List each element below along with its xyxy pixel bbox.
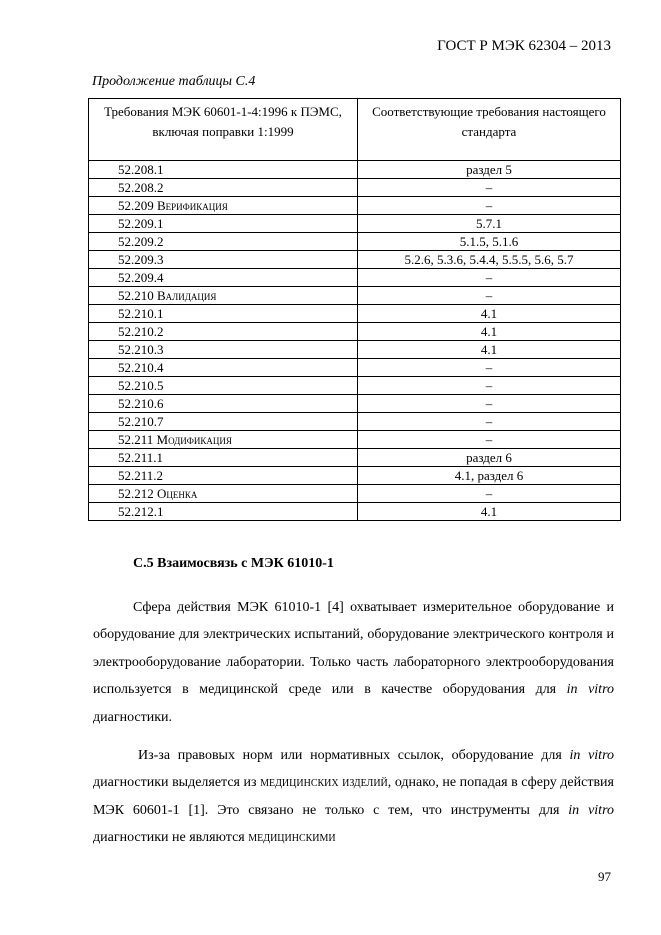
- requirement-cell: 5.2.6, 5.3.6, 5.4.4, 5.5.5, 5.6, 5.7: [358, 251, 621, 269]
- clause-cell: [89, 395, 358, 413]
- table-continuation-caption: Продолжение таблицы С.4: [92, 74, 256, 89]
- table-row: [89, 413, 621, 431]
- paragraph-text: Из-за правовых норм или нормативных ссылок, оборудование для: [138, 748, 570, 763]
- clause-title: Оценка: [157, 486, 198, 501]
- requirement-cell: –: [358, 413, 621, 431]
- page-number: 97: [598, 869, 611, 884]
- clause-number: 52.209.3: [118, 252, 164, 267]
- table-row: [89, 359, 621, 377]
- table-row: [89, 197, 621, 215]
- clause-cell: [89, 467, 358, 485]
- requirement-cell: 4.1, раздел 6: [358, 467, 621, 485]
- defined-term: медицинских изделий: [260, 775, 388, 791]
- table-row: [89, 449, 621, 467]
- table-row: [89, 377, 621, 395]
- requirement-cell: –: [358, 485, 621, 503]
- clause-number: 52.209.4: [118, 270, 164, 285]
- table-row: [89, 233, 621, 251]
- clause-number: 52.212.1: [118, 504, 164, 519]
- clause-title: Верификация: [157, 198, 228, 213]
- clause-number: 52.210.6: [118, 396, 164, 411]
- clause-cell: [89, 251, 358, 269]
- clause-cell: [89, 359, 358, 377]
- requirement-cell: –: [358, 269, 621, 287]
- clause-number: 52.211.1: [118, 450, 164, 465]
- table-row: [89, 485, 621, 503]
- requirement-cell: 4.1: [358, 323, 621, 341]
- clause-number: 52.210.4: [118, 360, 164, 375]
- in-vitro-term: in vitro: [569, 748, 615, 763]
- table-row: [89, 287, 621, 305]
- requirement-cell: –: [358, 377, 621, 395]
- paragraph-text: , однако, не попадая в сферу действия МЭК 60601-1 [1]. Это связано не только с тем, что инструменты для: [93, 775, 614, 818]
- clause-number: 52.210.2: [118, 324, 164, 339]
- column-header-standard-requirements: Соответствующие требования настоящего стандарта: [358, 99, 621, 161]
- table-row: [89, 323, 621, 341]
- table-row: [89, 269, 621, 287]
- requirement-cell: –: [358, 197, 621, 215]
- clause-title: Валидация: [157, 288, 217, 303]
- requirement-cell: 5.1.5, 5.1.6: [358, 233, 621, 251]
- clause-number: 52.210: [118, 288, 154, 303]
- clause-number: 52.209: [118, 198, 154, 213]
- requirements-table: [88, 98, 621, 521]
- requirement-cell: раздел 6: [358, 449, 621, 467]
- clause-cell: [89, 431, 358, 449]
- clause-cell: [89, 269, 358, 287]
- paragraph-text: диагностики.: [93, 709, 173, 725]
- table-row: [89, 215, 621, 233]
- document-header: ГОСТ Р МЭК 62304 – 2013: [437, 38, 611, 54]
- clause-number: 52.211.2: [118, 468, 164, 483]
- paragraph-legal: [93, 742, 614, 852]
- clause-number: 52.208.2: [118, 180, 164, 195]
- table-row: [89, 179, 621, 197]
- clause-number: 52.209.1: [118, 216, 164, 231]
- requirement-cell: раздел 5: [358, 161, 621, 179]
- requirement-cell: 4.1: [358, 341, 621, 359]
- clause-cell: [89, 449, 358, 467]
- clause-number: 52.209.2: [118, 234, 164, 249]
- requirement-cell: –: [358, 287, 621, 305]
- clause-cell: [89, 323, 358, 341]
- clause-cell: [89, 179, 358, 197]
- clause-cell: [89, 341, 358, 359]
- table-header-row: [89, 99, 621, 161]
- clause-number: 52.210.3: [118, 342, 164, 357]
- table-row: [89, 503, 621, 521]
- clause-cell: [89, 305, 358, 323]
- requirement-cell: –: [358, 431, 621, 449]
- paragraph-text: диагностики выделяется из: [93, 775, 261, 791]
- paragraph-text: диагностики не являются: [93, 830, 249, 846]
- requirement-cell: 5.7.1: [358, 215, 621, 233]
- clause-number: 52.210.7: [118, 414, 164, 429]
- clause-cell: [89, 215, 358, 233]
- clause-cell: [89, 233, 358, 251]
- requirement-cell: –: [358, 179, 621, 197]
- clause-cell: [89, 287, 358, 305]
- table-row: [89, 161, 621, 179]
- table-row: [89, 395, 621, 413]
- clause-cell: [89, 485, 358, 503]
- clause-number: 52.208.1: [118, 162, 164, 177]
- clause-number: 52.212: [118, 486, 154, 501]
- clause-cell: [89, 161, 358, 179]
- table-body: [89, 161, 621, 521]
- clause-cell: [89, 413, 358, 431]
- clause-cell: [89, 503, 358, 521]
- clause-number: 52.210.5: [118, 378, 164, 393]
- clause-title: Модификация: [156, 432, 232, 447]
- paragraph-text: Сфера действия МЭК 61010-1 [4] охватывает измерительное оборудование и оборудование для электрических испытаний, оборудование электрического контроля и электрооборудование лаборатории. Только часть лабораторного электрооборудования используется в медицинской среде или в качестве оборудования для: [93, 600, 614, 698]
- defined-term: медицинскими: [248, 830, 336, 846]
- table-row: [89, 251, 621, 269]
- table-row: [89, 305, 621, 323]
- paragraph-scope: [93, 594, 614, 731]
- clause-number: 52.210.1: [118, 306, 164, 321]
- requirement-cell: –: [358, 395, 621, 413]
- table-row: [89, 431, 621, 449]
- clause-number: 52.211: [118, 432, 154, 447]
- in-vitro-term: in vitro: [566, 682, 615, 698]
- column-header-iec-requirements: Требования МЭК 60601-1-4:1996 к ПЭМС, включая поправки 1:1999: [89, 99, 358, 161]
- table-row: [89, 341, 621, 359]
- requirement-cell: –: [358, 359, 621, 377]
- in-vitro-term: in vitro: [568, 802, 615, 818]
- requirement-cell: 4.1: [358, 305, 621, 323]
- clause-cell: [89, 377, 358, 395]
- table-row: [89, 467, 621, 485]
- section-title: С.5 Взаимосвязь с МЭК 61010-1: [133, 556, 334, 571]
- clause-cell: [89, 197, 358, 215]
- requirement-cell: 4.1: [358, 503, 621, 521]
